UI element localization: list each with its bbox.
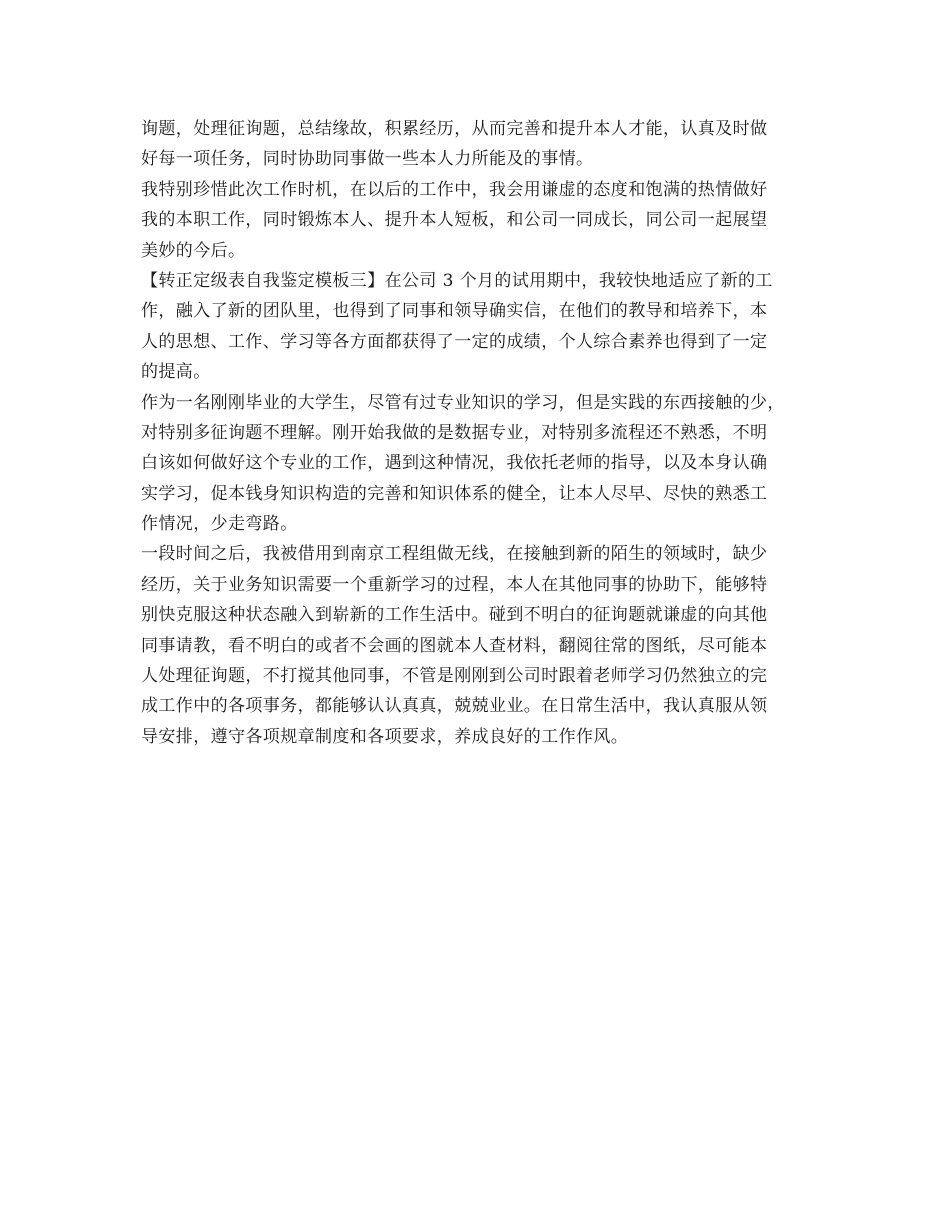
text-line: 对特别多征询题不理解。刚开始我做的是数据专业，对特别多流程还不熟悉，不明 — [141, 422, 768, 443]
text-line: 成工作中的各项事务，都能够认认真真，兢兢业业。在日常生活中，我认真服从领 — [141, 696, 768, 717]
text-line: 我特别珍惜此次工作时机，在以后的工作中，我会用谦虚的态度和饱满的热情做好 — [141, 179, 768, 200]
text-line: 好每一项任务，同时协助同事做一些本人力所能及的事情。 — [141, 149, 594, 170]
text-line: 同事请教，看不明白的或者不会画的图就本人查材料，翻阅往常的图纸，尽可能本 — [141, 635, 768, 656]
text-line: 经历，关于业务知识需要一个重新学习的过程，本人在其他同事的协助下，能够特 — [141, 574, 768, 595]
text-line: 导安排，遵守各项规章制度和各项要求，养成良好的工作作风。 — [141, 726, 629, 747]
text-line: 人的思想、工作、学习等各方面都获得了一定的成绩，个人综合素养也得到了一定 — [141, 331, 768, 352]
text-line: 作为一名刚刚毕业的大学生，尽管有过专业知识的学习，但是实践的东西接触的少， — [141, 392, 785, 413]
body-text — [141, 114, 811, 752]
text-line: 询题，处理征询题，总结缘故，积累经历，从而完善和提升本人才能，认真及时做 — [141, 119, 768, 139]
text-line: 美妙的今后。 — [141, 240, 246, 261]
text-line: 人处理征询题，不打搅其他同事，不管是刚刚到公司时跟着老师学习仍然独立的完 — [141, 666, 768, 687]
text-line: 一段时间之后，我被借用到南京工程组做无线，在接触到新的陌生的领域时，缺少 — [141, 544, 768, 565]
text-line: 实学习，促本钱身知识构造的完善和知识体系的健全，让本人尽早、尽快的熟悉工 — [141, 483, 768, 504]
text-line: 我的本职工作，同时锻炼本人、提升本人短板，和公司一同成长，同公司一起展望 — [141, 210, 768, 231]
text-line: 白该如何做好这个专业的工作，遇到这种情况，我依托老师的指导，以及本身认确 — [141, 453, 768, 474]
text-line: 别快克服这种状态融入到崭新的工作生活中。碰到不明白的征询题就谦虚的向其他 — [141, 605, 768, 626]
text-line: 的提高。 — [141, 362, 211, 383]
text-line: 作，融入了新的团队里，也得到了同事和领导确实信，在他们的教导和培养下，本 — [141, 301, 768, 322]
section-heading-line: 【转正定级表自我鉴定模板三】在公司 3 个月的试用期中，我较快地适应了新的工 — [141, 270, 773, 291]
text-line: 作情况，少走弯路。 — [141, 514, 298, 535]
